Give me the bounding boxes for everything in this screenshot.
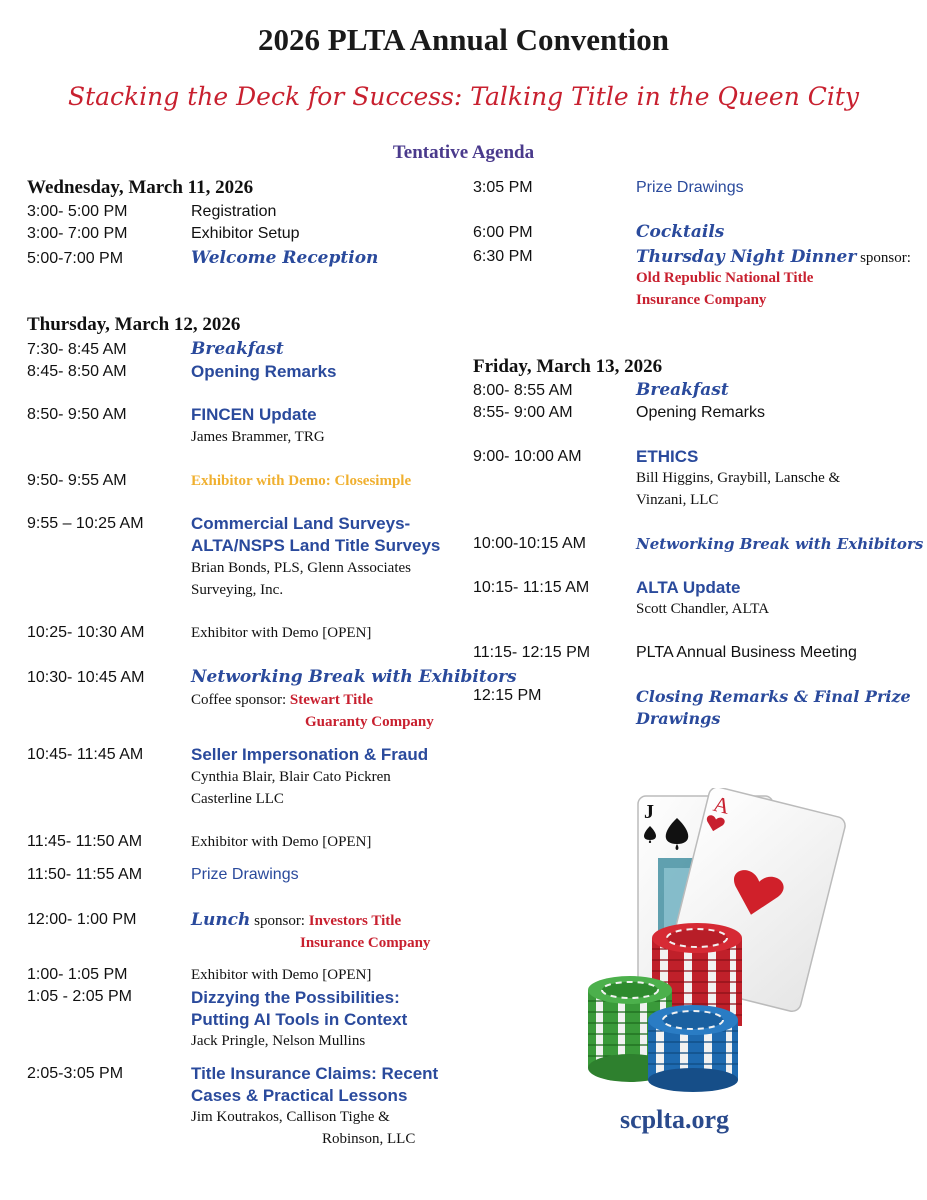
sponsor-name: Investors Title: [308, 913, 402, 929]
agenda-time: 10:00-10:15 AM: [473, 535, 586, 552]
agenda-time: 8:45- 8:50 AM: [27, 363, 127, 380]
agenda-time: 8:55- 9:00 AM: [473, 404, 573, 421]
agenda-time: 1:00- 1:05 PM: [27, 966, 128, 983]
agenda-title: Exhibitor with Demo [OPEN]: [191, 625, 372, 641]
agenda-time: 12:00- 1:00 PM: [27, 911, 137, 928]
agenda-title: Welcome Reception: [191, 248, 379, 268]
agenda-speaker: Vinzani, LLC: [636, 492, 719, 508]
agenda-time: 8:00- 8:55 AM: [473, 382, 573, 399]
sponsor-prefix: sponsor:: [856, 250, 911, 266]
agenda-time: 1:05 - 2:05 PM: [27, 988, 132, 1005]
agenda-title: Prize Drawings: [636, 179, 744, 196]
sponsor-prefix: sponsor:: [250, 913, 309, 929]
page-subtitle: Stacking the Deck for Success: Talking Title in the Queen City: [67, 82, 860, 111]
sponsor-name: Guaranty Company: [305, 714, 434, 730]
agenda-speaker: Robinson, LLC: [322, 1131, 416, 1147]
agenda-time: 10:45- 11:45 AM: [27, 746, 144, 763]
agenda-time: 6:00 PM: [473, 224, 533, 241]
day-heading-friday: Friday, March 13, 2026: [473, 356, 663, 377]
agenda-speaker: Surveying, Inc.: [191, 582, 284, 598]
agenda-speaker: Cynthia Blair, Blair Cato Pickren: [191, 769, 391, 785]
agenda-time: 3:00- 7:00 PM: [27, 225, 128, 242]
blue-chip-stack-icon: [648, 1005, 738, 1092]
agenda-time: 12:15 PM: [473, 687, 542, 704]
agenda-title: PLTA Annual Business Meeting: [636, 644, 857, 661]
agenda-title: Exhibitor with Demo [OPEN]: [191, 834, 372, 850]
agenda-title: Thursday Night Dinner: [636, 247, 857, 267]
agenda-time: 11:50- 11:55 AM: [27, 866, 143, 883]
agenda-title: ETHICS: [636, 447, 699, 466]
agenda-title: Putting AI Tools in Context: [191, 1010, 408, 1029]
agenda-title: Cases & Practical Lessons: [191, 1086, 408, 1105]
agenda-title: Breakfast: [636, 380, 729, 400]
agenda-time: 10:30- 10:45 AM: [27, 669, 145, 686]
agenda-title: Registration: [191, 203, 277, 220]
agenda-title: Prize Drawings: [191, 866, 299, 883]
agenda-title: Exhibitor with Demo [OPEN]: [191, 967, 372, 983]
agenda-speaker: Jim Koutrakos, Callison Tighe &: [191, 1109, 390, 1125]
agenda-sponsor: [191, 692, 373, 709]
sponsor-name: Old Republic National Title: [636, 270, 814, 286]
agenda-speaker: Jack Pringle, Nelson Mullins: [191, 1033, 366, 1049]
agenda-title: Exhibitor Setup: [191, 225, 300, 242]
agenda-time: 9:50- 9:55 AM: [27, 472, 127, 489]
ace-rank: A: [710, 790, 733, 819]
agenda-time: 9:00- 10:00 AM: [473, 448, 582, 465]
agenda-speaker: Brian Bonds, PLS, Glenn Associates: [191, 560, 411, 576]
agenda-title: ALTA/NSPS Land Title Surveys: [191, 536, 441, 555]
agenda-title-with-sponsor: [191, 910, 401, 930]
agenda-title: Commercial Land Surveys-: [191, 514, 411, 533]
agenda-time: 11:45- 11:50 AM: [27, 833, 143, 850]
agenda-time: 3:05 PM: [473, 179, 533, 196]
agenda-title: Networking Break with Exhibitors: [636, 535, 924, 553]
agenda-time: 8:50- 9:50 AM: [27, 406, 127, 423]
sponsor-name: Insurance Company: [300, 935, 431, 951]
sponsor-prefix: Coffee sponsor:: [191, 692, 290, 708]
agenda-time: 10:25- 10:30 AM: [27, 624, 145, 641]
agenda-speaker: Casterline LLC: [191, 791, 284, 807]
agenda-title: Title Insurance Claims: Recent: [191, 1064, 439, 1083]
agenda-speaker: James Brammer, TRG: [191, 429, 325, 445]
day-heading-wednesday: Wednesday, March 11, 2026: [27, 177, 254, 198]
agenda-title: Lunch: [191, 910, 251, 930]
agenda-title: Dizzying the Possibilities:: [191, 988, 400, 1007]
sponsor-name: Stewart Title: [289, 692, 374, 708]
agenda-time: 3:00- 5:00 PM: [27, 203, 128, 220]
agenda-time: 7:30- 8:45 AM: [27, 341, 127, 358]
agenda-title: Seller Impersonation & Fraud: [191, 745, 429, 764]
agenda-title: Opening Remarks: [191, 362, 337, 381]
playing-cards-and-poker-chips-icon: [580, 788, 850, 1093]
agenda-title: Breakfast: [191, 339, 284, 359]
agenda-title: Cocktails: [636, 222, 725, 242]
agenda-time: 5:00-7:00 PM: [27, 250, 124, 267]
agenda-time: 9:55 – 10:25 AM: [27, 515, 144, 532]
agenda-title: ALTA Update: [636, 578, 741, 597]
agenda-title: Drawings: [636, 709, 721, 728]
agenda-label: Tentative Agenda: [392, 142, 535, 163]
agenda-title: Networking Break with Exhibitors: [191, 667, 517, 687]
agenda-time: 10:15- 11:15 AM: [473, 579, 590, 596]
agenda-title-with-sponsor: [636, 247, 911, 267]
agenda-speaker: Scott Chandler, ALTA: [636, 601, 770, 617]
agenda-time: 2:05-3:05 PM: [27, 1065, 124, 1082]
agenda-time: 11:15- 12:15 PM: [473, 644, 591, 661]
agenda-title: Closing Remarks & Final Prize: [636, 687, 911, 706]
agenda-speaker: Bill Higgins, Graybill, Lansche &: [636, 470, 841, 486]
agenda-title: FINCEN Update: [191, 405, 317, 424]
agenda-title: Opening Remarks: [636, 404, 765, 421]
page-title: 2026 PLTA Annual Convention: [258, 22, 669, 57]
day-heading-thursday: Thursday, March 12, 2026: [27, 314, 241, 335]
website-link[interactable]: scplta.org: [620, 1105, 730, 1134]
agenda-title: Exhibitor with Demo: Closesimple: [191, 473, 412, 489]
agenda-time: 6:30 PM: [473, 248, 533, 265]
sponsor-name: Insurance Company: [636, 292, 767, 308]
jack-rank: J: [644, 801, 654, 823]
